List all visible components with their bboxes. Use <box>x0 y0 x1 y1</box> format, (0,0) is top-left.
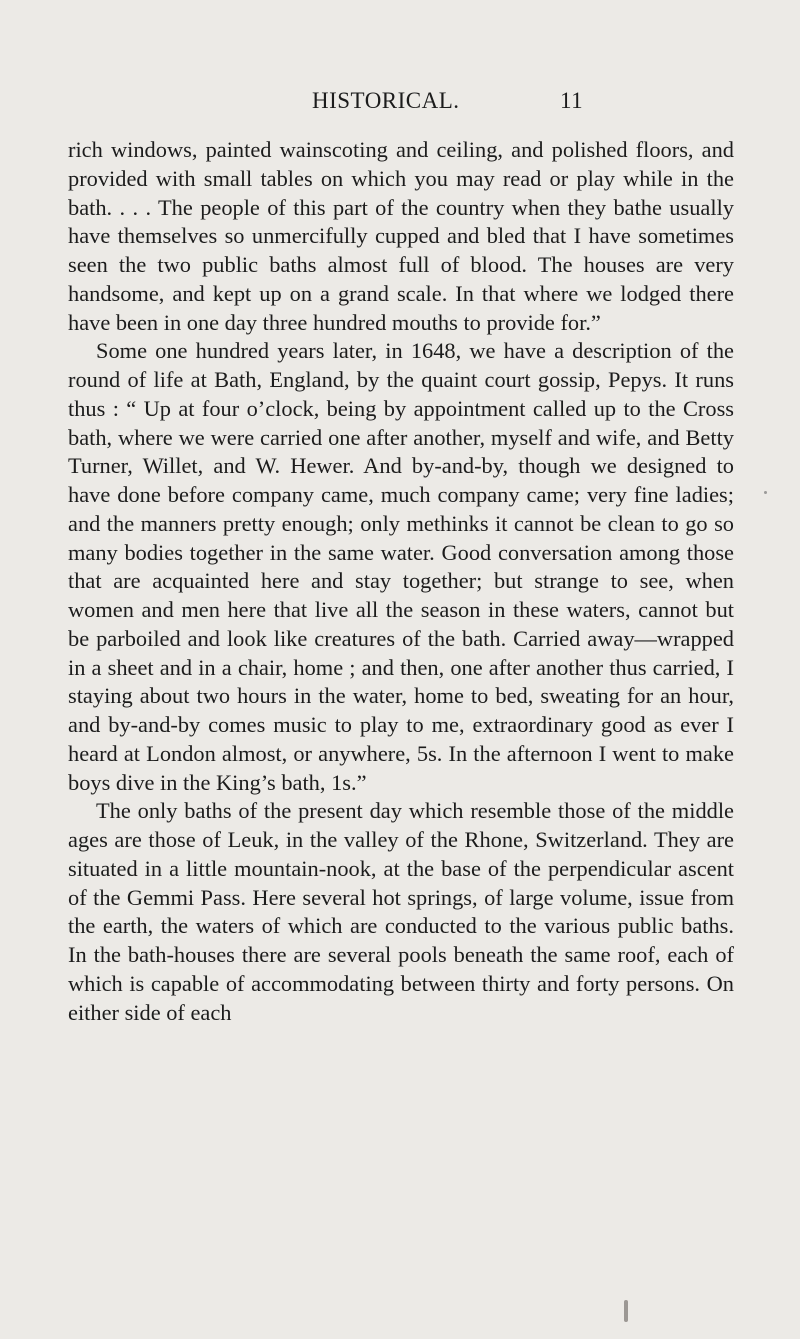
paragraph-leuk: The only baths of the present day which resemble those of the middle ages are those of Leuk, in the valley of the Rhone, Switzerland. They are situated in a little mountain-nook, at the base of the perpendicular ascent of the Gemmi Pass. Here several hot springs, of large volume, issue from the earth, the waters of which are conducted to the various public baths. In the bath-houses there are several pools beneath the same roof, each of which is capable of accommodating between thirty and forty persons. On either side of each <box>68 798 734 1025</box>
ink-smudge <box>624 1300 628 1322</box>
page-number: 11 <box>560 88 584 113</box>
margin-speck <box>764 491 767 494</box>
paragraph-continued: rich windows, painted wainscoting and ceiling, and polished floors, and provided with small tables on which you may read or play while in the bath. . . . The people of this part of the country when they bathe usually have themselves so unmercifully cupped and bled that I have sometimes seen the two public baths almost full of blood. The houses are very handsome, and kept up on a grand scale. In that where we lodged there have been in one day three hundred mouths to provide for.” <box>68 137 734 335</box>
running-title: HISTORICAL. <box>312 88 460 113</box>
body-text <box>68 136 734 1027</box>
paragraph-pepys: Some one hundred years later, in 1648, we have a description of the round of life at Bath, England, by the quaint court gossip, Pepys. It runs thus : “ Up at four o’clock, being by appointment called up to the Cross bath, where we were carried one after another, myself and wife, and Betty Turner, Willet, and W. Hewer. And by-and-by, though we designed to have done before company came, much company came; very fine ladies; and the manners pretty enough; only methinks it cannot be clean to go so many bodies together in the same water. Good conversation among those that are acquainted here and stay together; but strange to see, when women and men here that live all the season in these waters, cannot but be parboiled and look like creatures of the bath. Carried away—wrapped in a sheet and in a chair, home ; and then, one after another thus carried, I staying about two hours in the water, home to bed, sweating for an hour, and by-and-by comes music to play to me, extraordinary good as ever I heard at London almost, or anywhere, 5s. In the afternoon I went to make boys dive in the King’s bath, 1s.” <box>68 338 734 795</box>
page-header <box>312 88 800 118</box>
